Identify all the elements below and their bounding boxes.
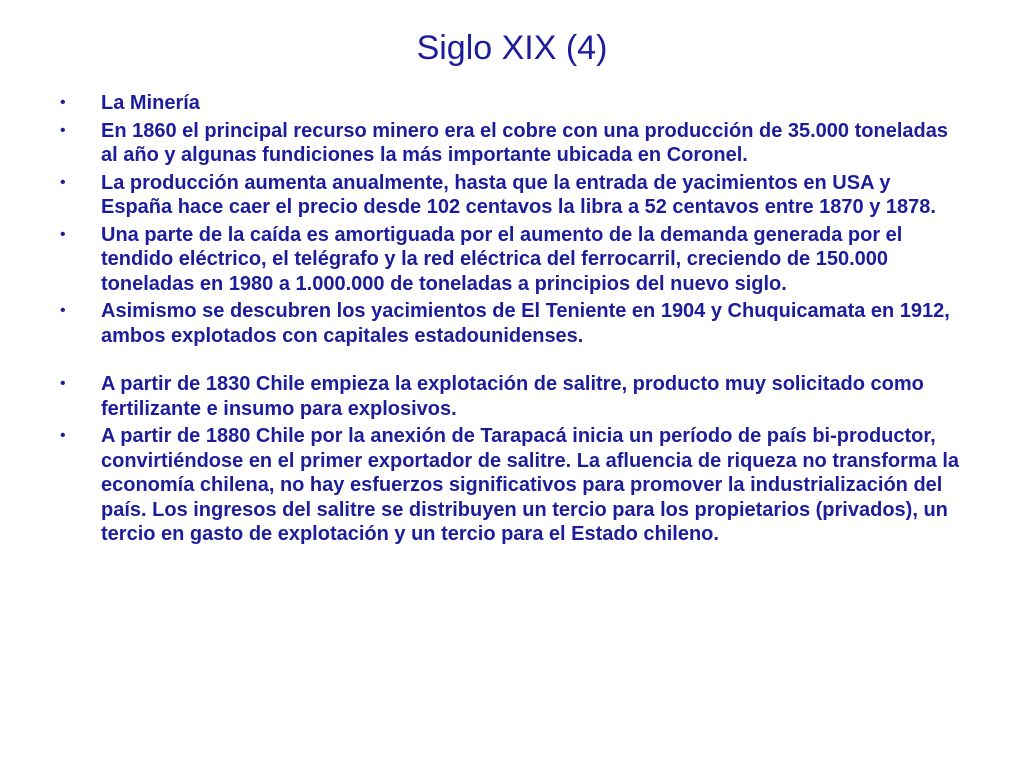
bullet-text: La producción aumenta anualmente, hasta que la entrada de yacimientos en USA y España hace caer el precio desde 102 centavos la libra a 52 centavos entre 1870 y 1878.	[101, 171, 936, 218]
bullet-text: La Minería	[101, 92, 200, 114]
bullet-list	[60, 91, 960, 550]
bullet-icon: •	[60, 427, 66, 444]
bullet-text: En 1860 el principal recurso minero era el cobre con una producción de 35.000 toneladas al año y algunas fundiciones la más importante ubicada en Coronel.	[101, 119, 948, 166]
bullet-item-la-mineria	[60, 91, 960, 116]
bullet-text: Asimismo se descubren los yacimientos de El Teniente en 1904 y Chuquicamata en 1912, ambos explotados con capitales estadounidenses.	[101, 300, 950, 347]
bullet-text: A partir de 1830 Chile empieza la explotación de salitre, producto muy solicitado como fertilizante e insumo para explosivos.	[101, 373, 924, 420]
bullet-icon: •	[60, 375, 66, 392]
slide-title: Siglo XIX (4)	[416, 29, 608, 67]
bullet-icon: •	[60, 173, 66, 191]
bullet-text: Una parte de la caída es amortiguada por el aumento de la demanda generada por el tendido eléctrico, el telégrafo y la red eléctrica del ferrocarril, creciendo de 150.000 toneladas en 1980 a 1.000.000 de toneladas a principios del nuevo siglo.	[101, 223, 903, 295]
bullet-item-caida-amortiguada	[60, 223, 960, 297]
bullet-item-salitre-1880	[60, 424, 960, 547]
bullet-icon: •	[60, 94, 66, 111]
bullet-icon: •	[60, 121, 66, 139]
bullet-icon: •	[60, 302, 66, 319]
bullet-item-cobre-1860	[60, 119, 960, 168]
bullet-text: A partir de 1880 Chile por la anexión de Tarapacá inicia un período de país bi-productor, convirtiéndose en el primer exportador de salitre. La afluencia de riqueza no transforma la economía chilena, no hay esfuerzos significativos para promover la industrialización del país. Los ingresos del salitre se distribuyen un tercio para los propietarios (privados), un tercio en gasto de explotación y un tercio para el Estado chileno.	[101, 425, 960, 545]
bullet-item-salitre-1830	[60, 372, 960, 421]
bullet-icon: •	[60, 225, 66, 243]
bullet-item-yacimientos	[60, 299, 960, 348]
bullet-item-produccion-aumenta	[60, 171, 960, 220]
